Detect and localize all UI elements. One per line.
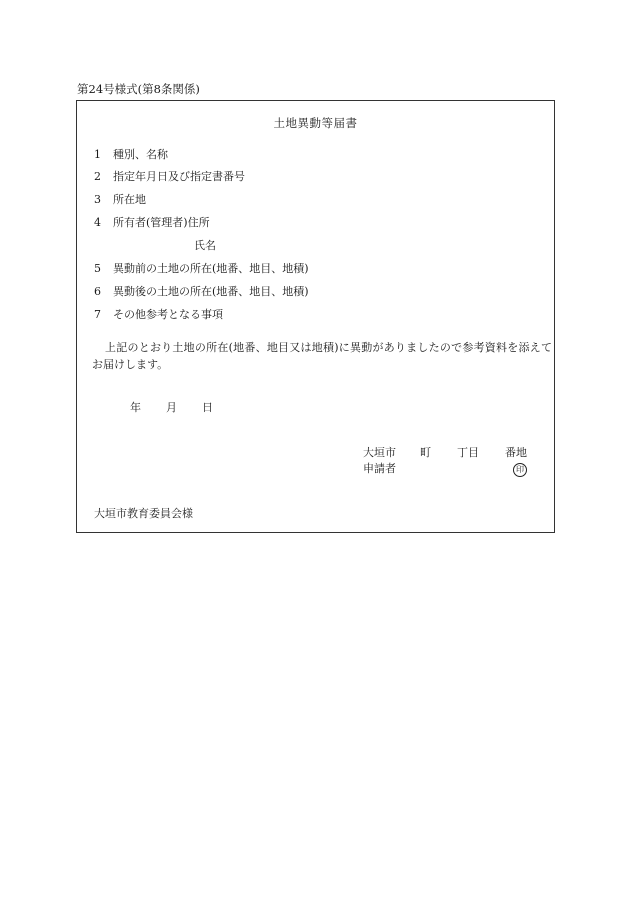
date-year: 年 — [130, 401, 141, 414]
item-number: 7 — [94, 308, 101, 321]
item-owner-address — [94, 217, 210, 228]
form-box — [76, 100, 555, 533]
address-town: 町 — [420, 446, 431, 459]
item-label: 種別、名称 — [113, 148, 168, 161]
applicant-label: 申請者 — [363, 462, 396, 475]
date-line — [130, 402, 213, 413]
item-label: 異動後の土地の所在(地番、地目、地積) — [113, 285, 309, 298]
seal-icon: 印 — [513, 463, 527, 477]
item-number: 4 — [94, 216, 101, 229]
address-row — [363, 447, 533, 463]
form-title: 土地異動等届書 — [273, 116, 358, 130]
item-after-change — [94, 286, 309, 297]
applicant-block — [363, 447, 533, 479]
addressee: 大垣市教育委員会様 — [94, 507, 193, 520]
applicant-row — [363, 463, 533, 479]
item-label: 所在地 — [113, 193, 146, 206]
item-number: 2 — [94, 170, 101, 183]
form-number: 第24号様式(第8条関係) — [77, 82, 200, 96]
address-chome: 丁目 — [457, 446, 479, 459]
date-day: 日 — [202, 401, 213, 414]
item-label: その他参考となる事項 — [113, 308, 223, 321]
owner-name-label: 氏名 — [194, 239, 216, 252]
item-number: 5 — [94, 262, 101, 275]
address-banchi: 番地 — [505, 446, 527, 459]
item-type-name — [94, 149, 168, 160]
date-month: 月 — [166, 401, 177, 414]
item-label: 異動前の土地の所在(地番、地目、地積) — [113, 262, 309, 275]
declaration-text: 上記のとおり土地の所在(地番、地目又は地積)に異動がありましたので参考資料を添えてお届けします。 — [92, 341, 552, 371]
item-designation-date — [94, 171, 245, 182]
item-number: 6 — [94, 285, 101, 298]
item-location — [94, 194, 146, 205]
item-label: 所有者(管理者)住所 — [113, 216, 210, 229]
item-label: 指定年月日及び指定書番号 — [113, 170, 245, 183]
item-before-change — [94, 263, 309, 274]
item-other-matters — [94, 309, 223, 320]
item-number: 3 — [94, 193, 101, 206]
item-number: 1 — [94, 148, 101, 161]
address-city: 大垣市 — [363, 446, 396, 459]
